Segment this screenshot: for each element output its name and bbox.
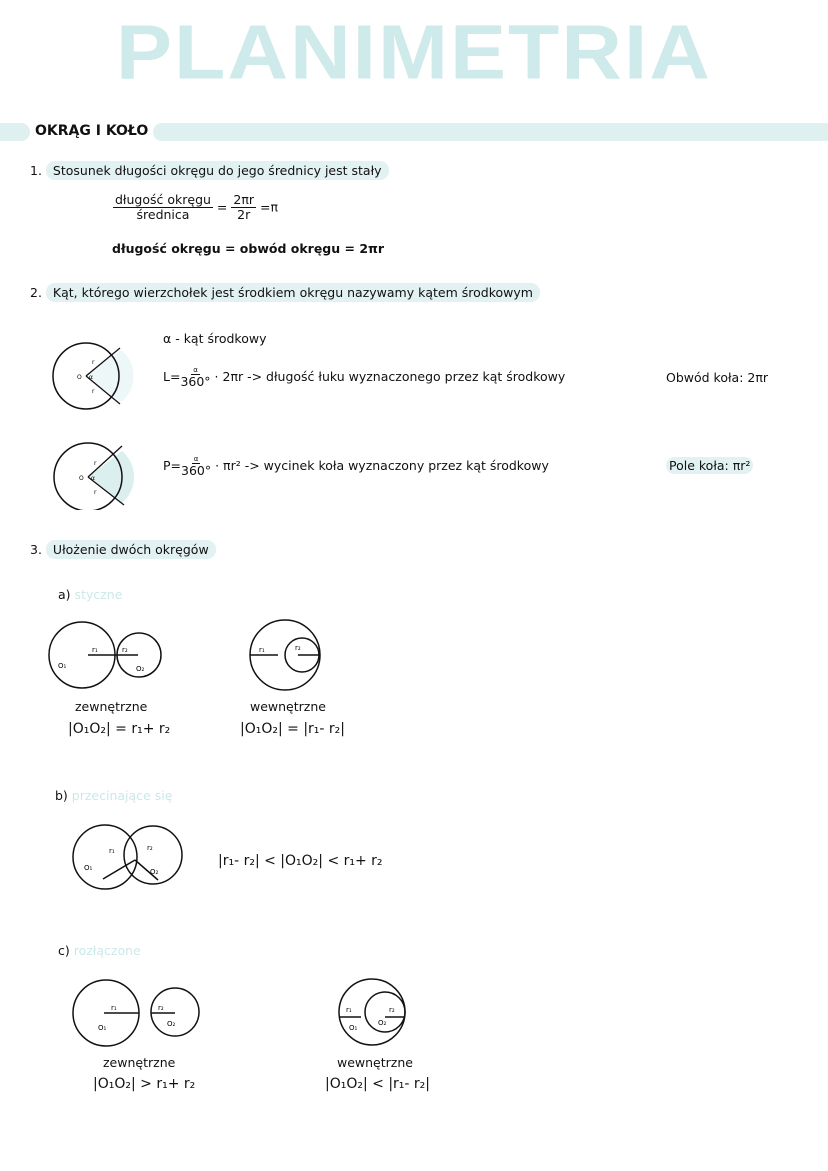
frac-numerator: długość okręgu <box>115 192 211 207</box>
label-r2: r₂ <box>122 646 128 654</box>
center-label: O <box>79 475 84 482</box>
subsection-c <box>58 943 141 958</box>
frac-numerator: α <box>193 455 199 463</box>
circle-arrangement-diagrams <box>0 600 828 1120</box>
formula-text: · 2πr -> długość łuku wyznaczonego przez kąt środkowy <box>214 369 566 385</box>
angle-label: α <box>91 475 95 482</box>
formula-prefix: P= <box>163 458 182 474</box>
radius-label: r <box>92 359 95 366</box>
radius-label: r <box>94 489 97 496</box>
a-int-formula: |O₁O₂| = |r₁- r₂| <box>240 721 345 737</box>
a-int-label: wewnętrzne <box>250 699 326 714</box>
page-title: PLANIMETRIA <box>116 8 712 96</box>
label-o1: O₁ <box>98 1024 107 1032</box>
label-o1: O₁ <box>58 662 67 670</box>
sector-area-formula <box>163 455 549 478</box>
center-label: O <box>77 374 82 381</box>
subsection-name: rozłączone <box>73 943 141 958</box>
frac-numerator: 2πr <box>233 192 255 207</box>
central-angle-diagrams <box>40 330 140 510</box>
a-ext-formula: |O₁O₂| = r₁+ r₂ <box>68 721 171 737</box>
a-ext-label: zewnętrzne <box>75 699 148 714</box>
item-2 <box>30 285 540 300</box>
area-note: Pole koła: πr² <box>666 457 753 474</box>
circumference-line: długość okręgu = obwód okręgu = 2πr <box>112 241 385 256</box>
letter: a) <box>58 587 71 602</box>
radius-label: r <box>92 388 95 395</box>
frac-denominator: 360° <box>180 374 211 390</box>
ratio-formula <box>113 193 278 223</box>
label-r1: r₁ <box>92 646 98 654</box>
label-o1: O₁ <box>84 864 93 872</box>
section-title: OKRĄG I KOŁO <box>35 123 149 139</box>
label-r2: r₂ <box>147 844 153 852</box>
frac-numerator: α <box>193 366 198 374</box>
subsection-name: styczne <box>74 587 123 602</box>
section-bar-right <box>153 123 828 141</box>
item-number: 3. <box>30 542 42 557</box>
label-r2: r₂ <box>389 1006 395 1014</box>
b-formula: |r₁- r₂| < |O₁O₂| < r₁+ r₂ <box>218 853 383 869</box>
formula-prefix: L= <box>163 369 181 385</box>
subsection-name: przecinające się <box>71 788 173 803</box>
item-heading: Kąt, którego wierzchołek jest środkiem okręgu nazywamy kątem środkowym <box>46 283 540 302</box>
frac-denominator: 2r <box>237 207 251 223</box>
angle-label: α <box>89 374 93 381</box>
item-number: 2. <box>30 285 42 300</box>
result: =π <box>260 199 278 215</box>
label-o2: O₂ <box>167 1020 176 1028</box>
label-o2: O₂ <box>150 868 159 876</box>
formula-text: · πr² -> wycinek koła wyznaczony przez kąt środkowy <box>215 458 549 474</box>
label-o2: O₂ <box>136 665 145 673</box>
item-number: 1. <box>30 163 42 178</box>
circumference-note: Obwód koła: 2πr <box>666 370 769 385</box>
label-r1: r₁ <box>259 646 265 654</box>
label-r2: r₂ <box>158 1004 164 1012</box>
item-3 <box>30 542 216 557</box>
section-bar-left <box>0 123 30 141</box>
label-o1: O₁ <box>349 1024 358 1032</box>
letter: c) <box>58 943 70 958</box>
label-r2: r₂ <box>295 644 301 652</box>
frac-denominator: 360° <box>181 463 212 479</box>
c-int-label: wewnętrzne <box>337 1055 413 1070</box>
c-ext-formula: |O₁O₂| > r₁+ r₂ <box>93 1076 196 1092</box>
item-heading: Ułożenie dwóch okręgów <box>46 540 216 559</box>
c-int-formula: |O₁O₂| < |r₁- r₂| <box>325 1076 430 1092</box>
label-o2: O₂ <box>378 1019 387 1027</box>
frac-denominator: średnica <box>136 207 190 223</box>
label-r1: r₁ <box>111 1004 117 1012</box>
radius-label: r <box>94 460 97 467</box>
alpha-definition: α - kąt środkowy <box>163 331 267 346</box>
c-ext-label: zewnętrzne <box>103 1055 176 1070</box>
label-r1: r₁ <box>109 847 115 855</box>
letter: b) <box>55 788 68 803</box>
item-1 <box>30 163 389 178</box>
equals: = <box>216 199 228 215</box>
arc-length-formula <box>163 366 565 389</box>
subsection-b <box>55 788 172 803</box>
label-r1: r₁ <box>346 1006 352 1014</box>
item-heading: Stosunek długości okręgu do jego średnicy jest stały <box>46 161 389 180</box>
